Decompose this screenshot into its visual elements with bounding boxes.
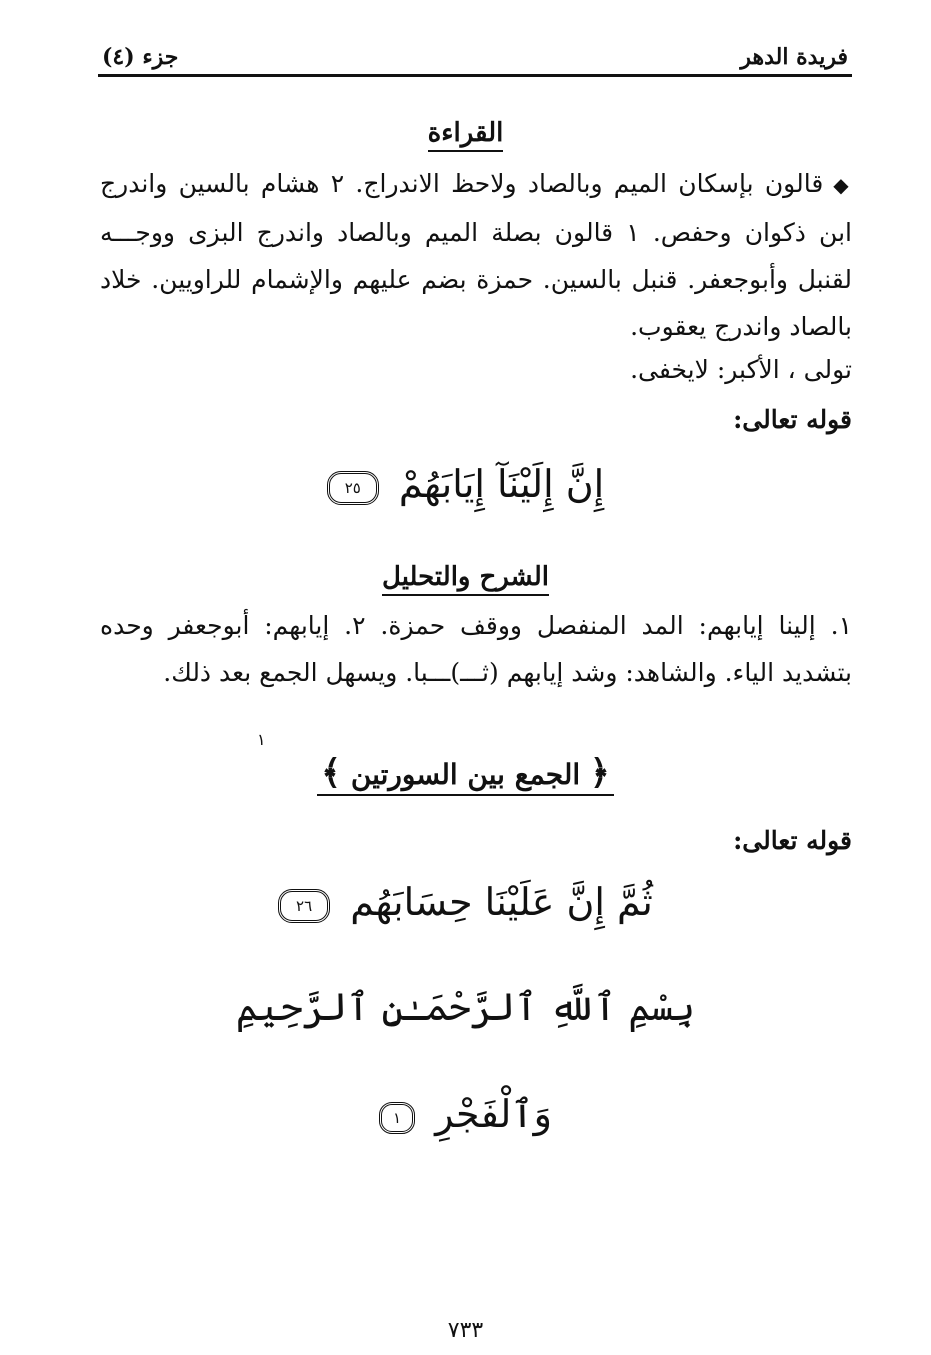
bracket-open-icon: ﴿: [589, 753, 610, 793]
ayah-number-badge: ٢٦: [278, 889, 330, 923]
verse-text: وَٱلْفَجْرِ: [435, 1092, 552, 1136]
page-number: ٧٣٣: [447, 1318, 484, 1343]
explanation-heading: الشرح والتحليل: [0, 562, 931, 592]
reading-heading: القراءة: [0, 118, 931, 148]
chapter-title: [0, 752, 931, 793]
reading-paragraph: [100, 160, 852, 350]
qawluhu-label: قوله تعالى:: [733, 405, 852, 434]
verse-text: ثُمَّ إِنَّ عَلَيْنَا حِسَابَهُم: [350, 880, 653, 924]
bullet-icon: ◆: [833, 173, 852, 197]
reading-note: تولى ، الأكبر: لايخفى.: [630, 355, 852, 384]
explanation-paragraph: ١. إلينا إيابهم: المد المنفصل ووقف حمزة. ٢. إيابهم: أبوجعفر وحده بتشديد الياء. والشاهد: وشد إيابهم (ثـــ)ـــبا. ويسهل الجمع بعد ذلك.: [100, 611, 852, 687]
qawluhu-label-2: قوله تعالى:: [733, 826, 852, 855]
ayah-number-badge: ٢٥: [327, 471, 379, 505]
reading-text: قالون بإسكان الميم وبالصاد ولاحظ الاندراج. ٢ هشام بالسين واندرج ابن ذكوان وحفص. ١ قالون بصلة الميم وبالصاد واندرج البزى ووجـــه لقنبل وأبوجعفر. قنبل بالسين. حمزة بضم عليهم والإشمام للراويين. خلاد بالصاد واندرج يعقوب.: [100, 169, 852, 341]
chapter-title-text: الجمع بين السورتين: [350, 758, 581, 791]
page-header: [98, 44, 852, 77]
ayah-number-badge: ١: [379, 1102, 415, 1134]
verse-1-fajr: [0, 1092, 931, 1136]
bracket-close-icon: ﴾: [321, 753, 342, 793]
footnote-mark: ١: [257, 730, 266, 749]
basmala: بِسْمِ ٱللَّهِ ٱلرَّحْمَـٰنِ ٱلرَّحِيمِ: [235, 985, 696, 1029]
verse-26: [0, 880, 931, 924]
part-number: جزء (٤): [102, 44, 179, 70]
book-title: فريدة الدهر: [740, 44, 848, 70]
verse-25: [0, 462, 931, 506]
verse-text: إِنَّ إِلَيْنَآ إِيَابَهُمْ: [398, 462, 605, 506]
